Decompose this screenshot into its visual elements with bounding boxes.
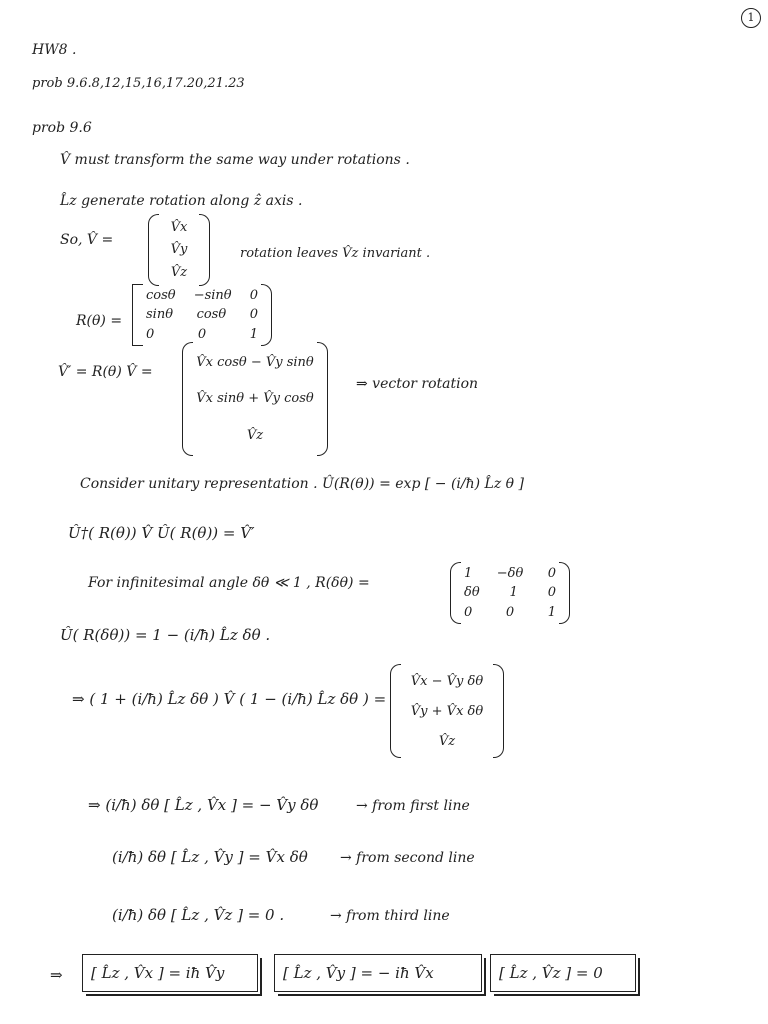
line-vector-def: So, V̂ = [60,232,114,248]
invariance-note: rotation leaves V̂z invariant . [240,246,431,261]
rotated-component-z: V̂z [246,428,264,444]
expanded-component-z: V̂z [438,733,456,749]
result-box-z: [ L̂z , V̂z ] = 0 [490,954,636,992]
line-transform: V̂ must transform the same way under rotations . [60,152,410,168]
rotation-row-2: sinθ cosθ 0 [146,307,258,323]
first-line-note: → from first line [356,798,470,814]
inf-rotation-row-3: 0 0 1 [464,604,556,620]
vector-rotation-note: ⇒ vector rotation [356,376,479,392]
expansion-line: ⇒ ( 1 + (i/ħ) L̂z δθ ) V̂ ( 1 − (i/ħ) L̂z δθ ) = [72,690,387,708]
infinitesimal-line: For infinitesimal angle δθ ≪ 1 , R(δθ) = [88,575,370,591]
rotation-matrix-label: R(θ) = [76,313,123,329]
second-line-note: → from second line [340,850,475,866]
commutator-x-line: ⇒ (i/ħ) δθ [ L̂z , V̂x ] = − V̂y δθ [88,796,319,814]
infinitesimal-rotation-matrix [450,562,570,624]
page-number: 1 [741,8,761,28]
expanded-component-y: V̂y + V̂x δθ [410,703,484,719]
line-generator: L̂z generate rotation along ẑ axis . [60,193,303,209]
expanded-component-x: V̂x − V̂y δθ [410,673,484,689]
commutator-y-line: (i/ħ) δθ [ L̂z , V̂y ] = V̂x δθ [112,848,308,866]
infinitesimal-unitary-line: Û( R(δθ)) = 1 − (i/ħ) L̂z δθ . [60,626,271,644]
v-component-y: V̂y [170,242,188,258]
third-line-note: → from third line [330,908,450,924]
homework-title: HW8 . [32,42,77,58]
rotated-vector-matrix [182,342,328,456]
inf-rotation-row-2: δθ 1 0 [464,585,556,601]
rotation-row-1: cosθ −sinθ 0 [146,288,258,304]
section-title: prob 9.6 [32,120,92,136]
rotated-component-y: V̂x sinθ + V̂y cosθ [196,391,314,407]
v-component-z: V̂z [170,265,188,281]
commutator-z-line: (i/ħ) δθ [ L̂z , V̂z ] = 0 . [112,906,285,924]
result-box-x: [ L̂z , V̂x ] = iħ V̂y [82,954,258,992]
result-arrow: ⇒ [50,966,63,984]
rotation-matrix [132,284,272,346]
rotated-vector-label: V̂′ = R(θ) V̂ = [58,364,153,380]
v-component-x: V̂x [170,219,188,235]
expanded-vector-matrix [390,664,504,758]
rotation-row-3: 0 0 1 [146,326,258,342]
unitary-transform-line: Û†( R(θ)) V̂ Û( R(θ)) = V̂′ [68,524,255,542]
problem-list: prob 9.6.8,12,15,16,17.20,21.23 [32,76,245,91]
result-box-y: [ L̂z , V̂y ] = − iħ V̂x [274,954,482,992]
unitary-representation-line: Consider unitary representation . Û(R(θ)) = exp [ − (i/ħ) L̂z θ ] [80,476,525,492]
vector-v-matrix [148,214,210,286]
rotated-component-x: V̂x cosθ − V̂y sinθ [196,354,314,370]
inf-rotation-row-1: 1 −δθ 0 [464,566,556,582]
